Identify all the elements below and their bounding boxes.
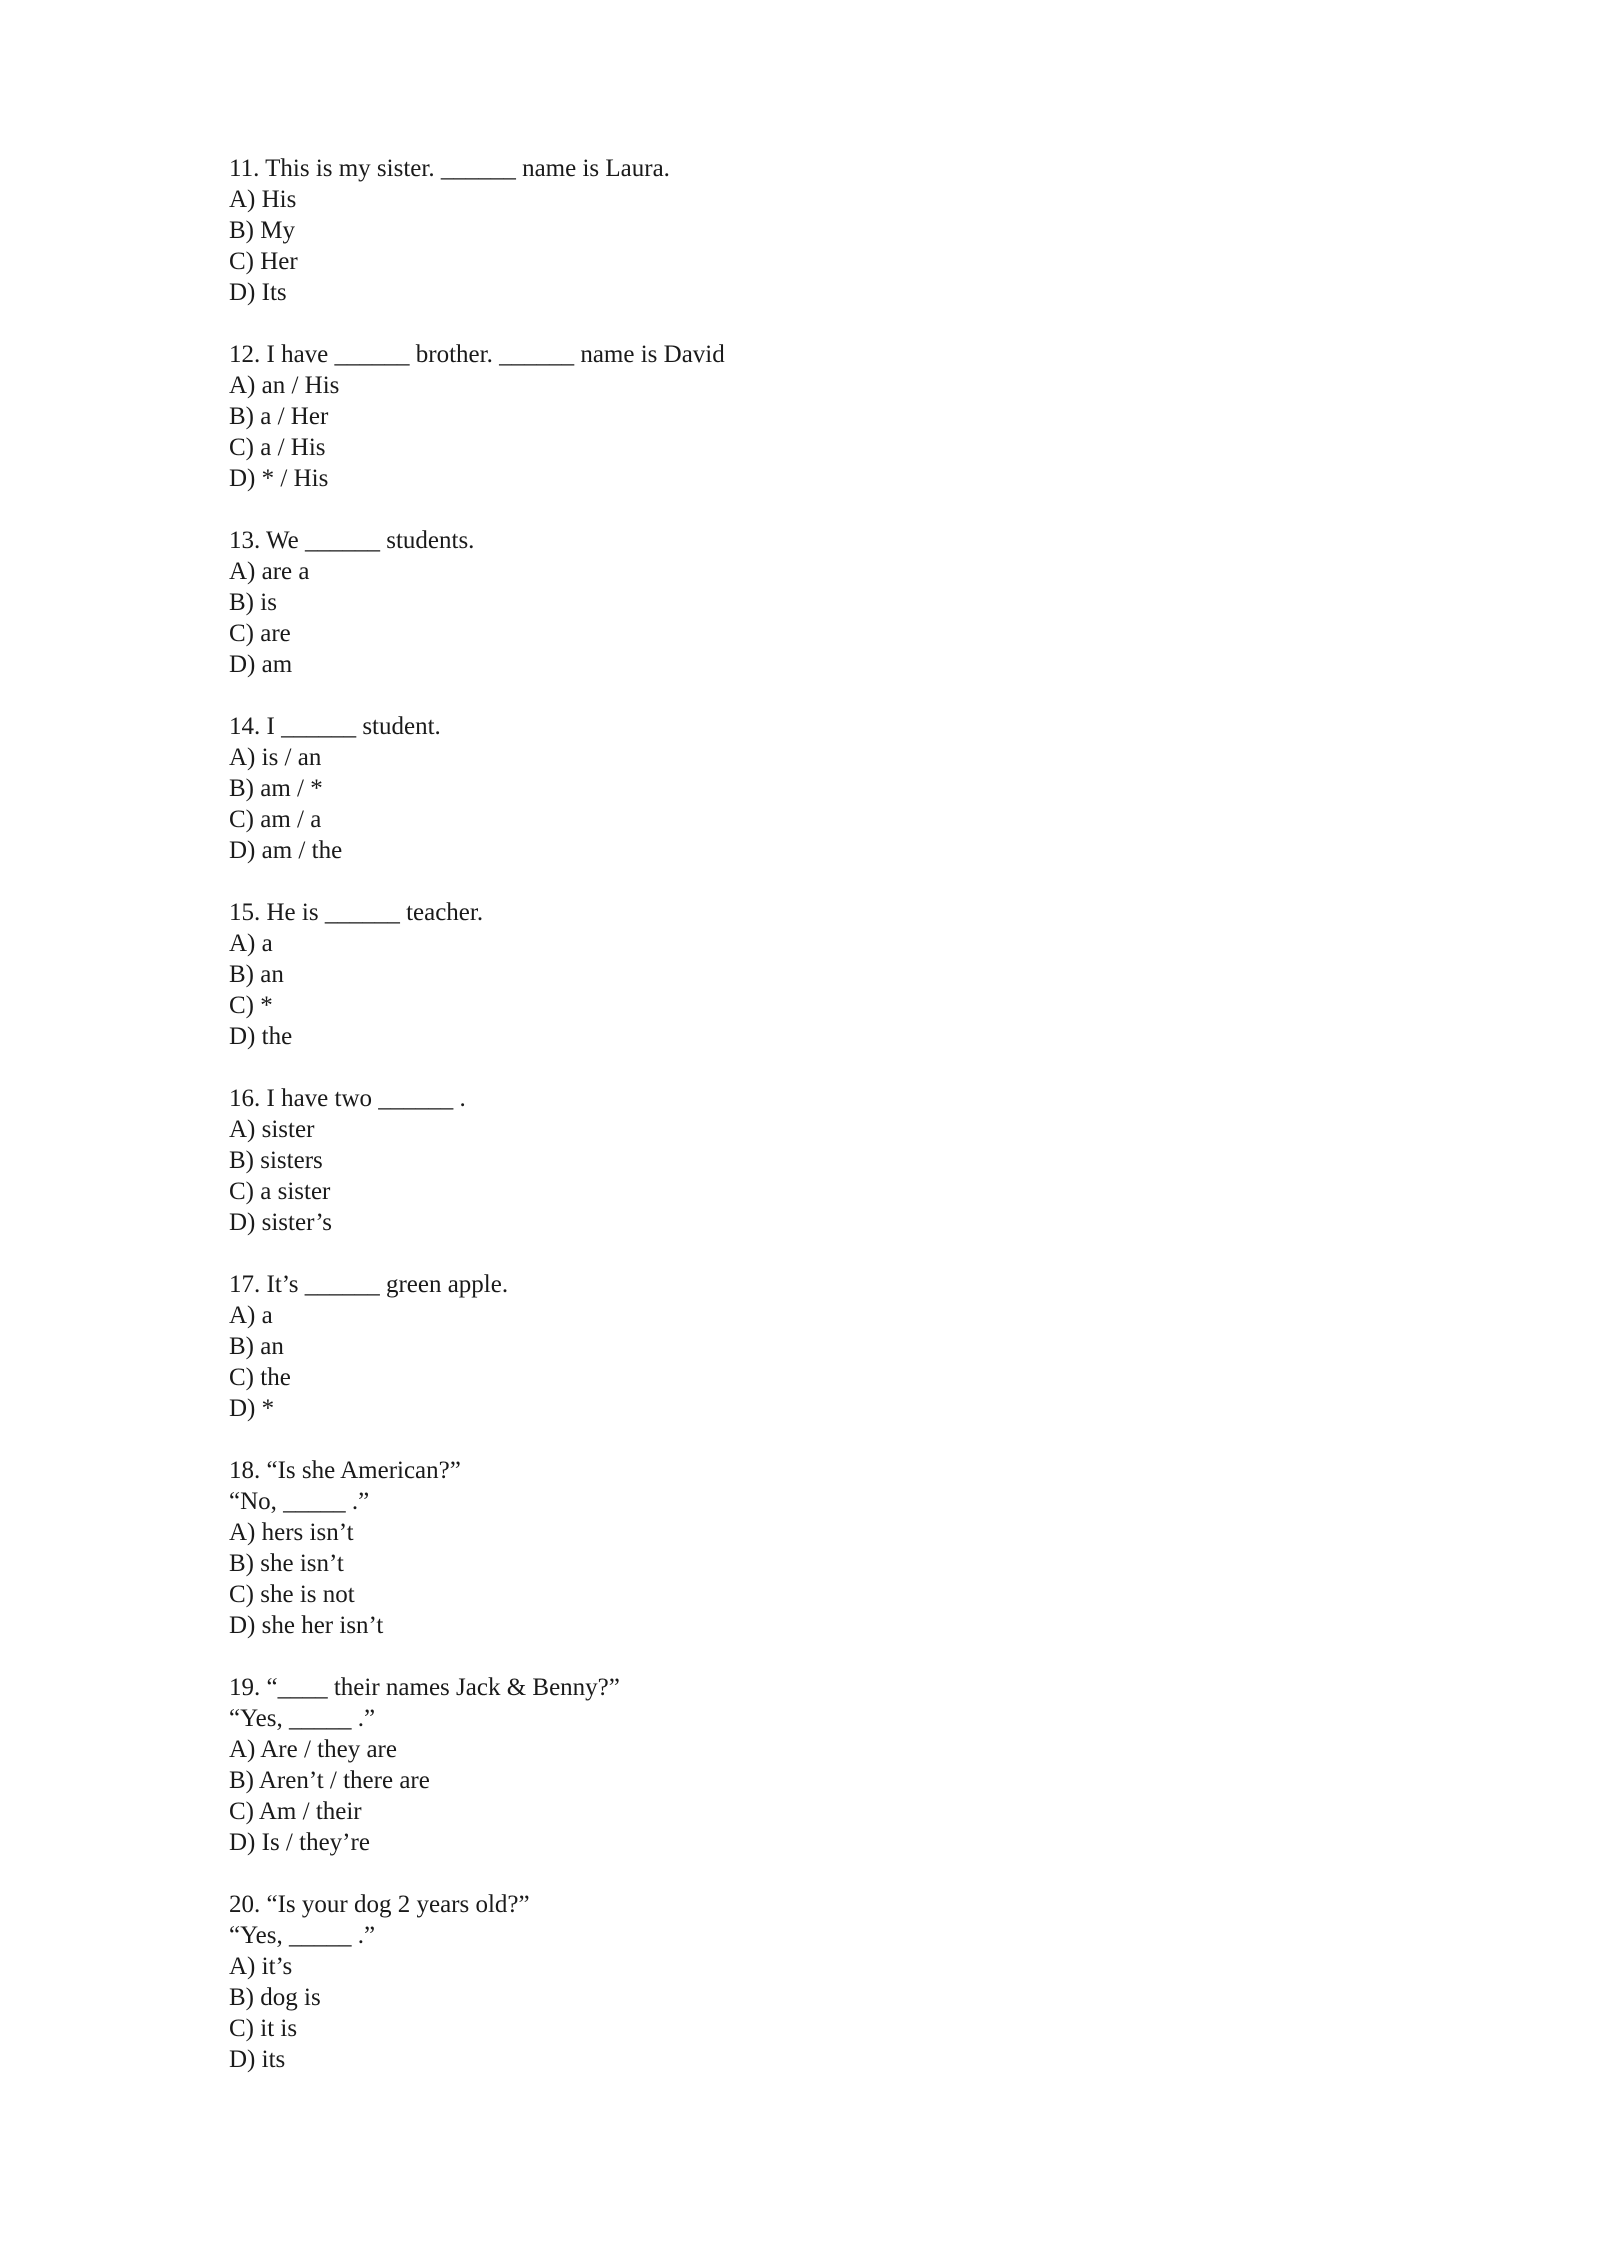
answer-option: C) a sister <box>229 1178 331 1205</box>
answer-option: D) the <box>229 1023 293 1050</box>
question-prompt: 16. I have two ______ . <box>229 1085 466 1112</box>
answer-option: A) it’s <box>229 1953 293 1980</box>
answer-option: A) sister <box>229 1116 315 1143</box>
answer-option: A) Are / they are <box>229 1736 397 1763</box>
question-prompt: 13. We ______ students. <box>229 527 475 554</box>
answer-option: A) a <box>229 1302 273 1329</box>
answer-option: A) His <box>229 186 297 213</box>
question-prompt: 12. I have ______ brother. ______ name is David <box>229 341 725 368</box>
answer-option: B) Aren’t / there are <box>229 1767 430 1794</box>
answer-option: D) Its <box>229 279 287 306</box>
answer-option: B) My <box>229 217 295 244</box>
answer-option: C) the <box>229 1364 291 1391</box>
question-prompt: 20. “Is your dog 2 years old?” <box>229 1891 530 1918</box>
answer-option: B) she isn’t <box>229 1550 344 1577</box>
question-prompt-continuation: “Yes, _____ .” <box>229 1705 376 1732</box>
answer-option: D) its <box>229 2046 286 2073</box>
answer-option: A) an / His <box>229 372 340 399</box>
answer-option: C) am / a <box>229 806 322 833</box>
answer-option: B) sisters <box>229 1147 323 1174</box>
question-block <box>229 1455 1429 1641</box>
answer-option: C) it is <box>229 2015 298 2042</box>
answer-option: A) are a <box>229 558 310 585</box>
answer-option: C) Am / their <box>229 1798 362 1825</box>
question-block <box>229 711 1429 866</box>
answer-option: D) * <box>229 1395 275 1422</box>
answer-option: B) an <box>229 961 284 988</box>
answer-option: B) am / * <box>229 775 323 802</box>
answer-option: D) she her isn’t <box>229 1612 384 1639</box>
answer-option: B) is <box>229 589 277 616</box>
answer-option: C) she is not <box>229 1581 355 1608</box>
answer-option: D) am / the <box>229 837 343 864</box>
answer-option: C) a / His <box>229 434 326 461</box>
question-block <box>229 897 1429 1052</box>
question-block <box>229 1889 1429 2075</box>
question-block <box>229 339 1429 494</box>
question-block <box>229 525 1429 680</box>
question-block <box>229 1083 1429 1238</box>
question-prompt: 11. This is my sister. ______ name is Laura. <box>229 155 670 182</box>
answer-option: C) Her <box>229 248 298 275</box>
question-prompt-continuation: “Yes, _____ .” <box>229 1922 376 1949</box>
question-block <box>229 1672 1429 1858</box>
answer-option: B) an <box>229 1333 284 1360</box>
question-prompt: 17. It’s ______ green apple. <box>229 1271 509 1298</box>
answer-option: D) Is / they’re <box>229 1829 370 1856</box>
question-block <box>229 1269 1429 1424</box>
answer-option: D) sister’s <box>229 1209 333 1236</box>
question-prompt-continuation: “No, _____ .” <box>229 1488 370 1515</box>
answer-option: A) hers isn’t <box>229 1519 354 1546</box>
answer-option: A) is / an <box>229 744 322 771</box>
answer-option: B) a / Her <box>229 403 329 430</box>
answer-option: C) * <box>229 992 273 1019</box>
quiz-content <box>229 153 1429 2106</box>
answer-option: A) a <box>229 930 273 957</box>
answer-option: D) am <box>229 651 293 678</box>
question-prompt: 18. “Is she American?” <box>229 1457 461 1484</box>
answer-option: B) dog is <box>229 1984 321 2011</box>
question-prompt: 19. “____ their names Jack & Benny?” <box>229 1674 620 1701</box>
answer-option: D) * / His <box>229 465 329 492</box>
question-prompt: 14. I ______ student. <box>229 713 441 740</box>
answer-option: C) are <box>229 620 291 647</box>
question-prompt: 15. He is ______ teacher. <box>229 899 484 926</box>
question-block <box>229 153 1429 308</box>
